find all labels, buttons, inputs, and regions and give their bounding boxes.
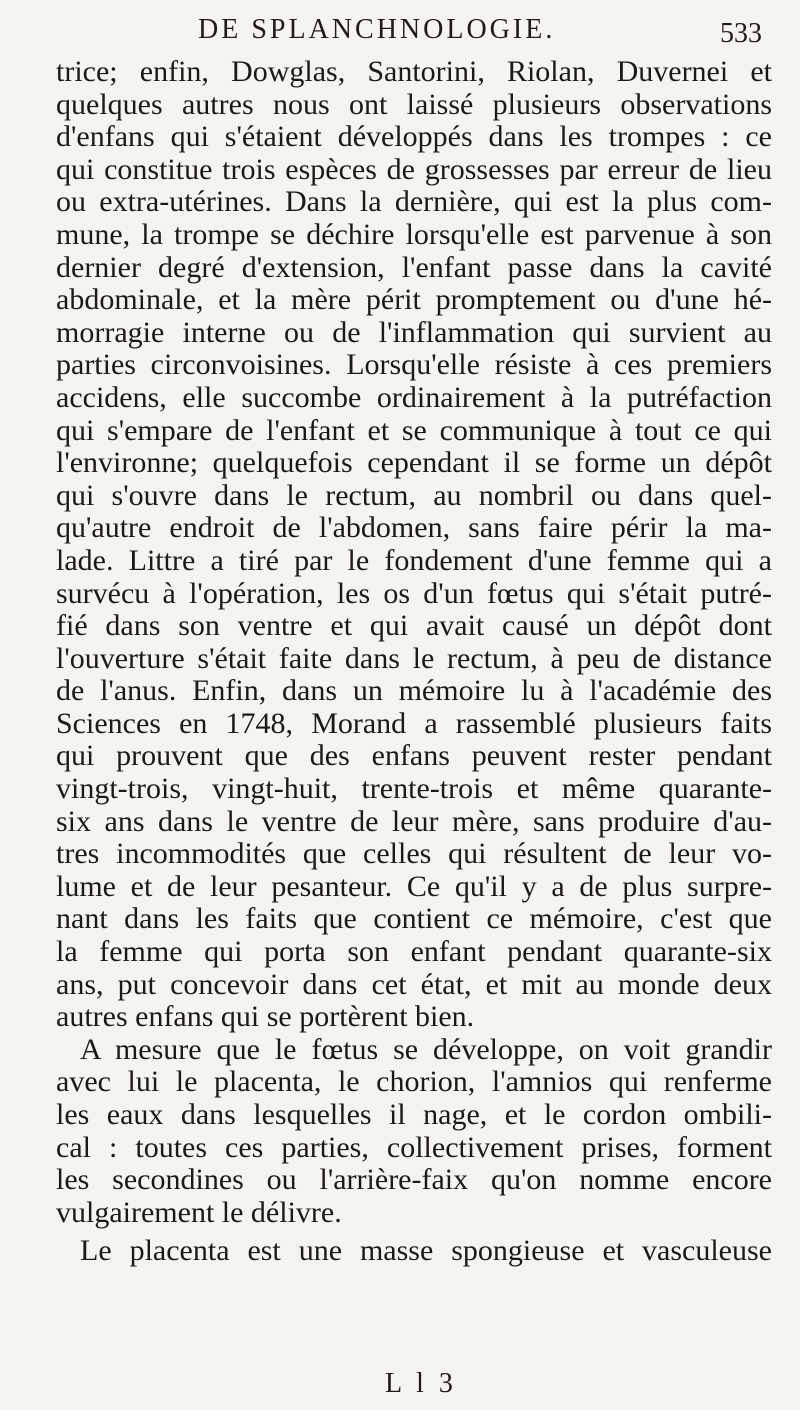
text-line: les secondines ou l'arrière-faix qu'on nomme encore: [56, 1164, 772, 1197]
text-line: d'enfans qui s'étaient développés dans les trompes : ce: [56, 121, 772, 154]
text-line: la femme qui porta son enfant pendant quarante-six: [56, 936, 772, 969]
body-text: [56, 56, 772, 1268]
text-line: qu'autre endroit de l'abdomen, sans faire périr la ma-: [56, 512, 772, 545]
text-line: accidens, elle succombe ordinairement à la putréfaction: [56, 381, 772, 414]
signature-mark: L l 3: [385, 1368, 457, 1399]
running-head: DE SPLANCHNOLOGIE.: [198, 14, 556, 45]
text-line: lade. Littre a tiré par le fondement d'une femme qui a: [56, 544, 772, 577]
text-line: tres incommodités que celles qui résultent de leur vo-: [56, 838, 772, 871]
paragraph: [56, 1034, 772, 1230]
text-line: les eaux dans lesquelles il nage, et le cordon ombili-: [56, 1099, 772, 1131]
text-line: abdominale, et la mère périt promptement ou d'une hé-: [56, 284, 772, 317]
text-line: l'ouverture s'était faite dans le rectum, à peu de distance: [56, 642, 772, 675]
paragraph: [56, 56, 772, 1034]
text-line: qui s'ouvre dans le rectum, au nombril ou dans quel-: [56, 479, 772, 512]
text-line: vulgairement le délivre.: [56, 1196, 342, 1229]
text-line: cal : toutes ces parties, collectivement prises, forment: [56, 1131, 772, 1164]
text-line: qui constitue trois espèces de grossesses par erreur de lieu: [56, 153, 772, 186]
text-line: trice; enfin, Dowglas, Santorini, Riolan, Duvernei et: [56, 56, 772, 88]
text-line: avec lui le placenta, le chorion, l'amnios qui renferme: [56, 1066, 772, 1099]
page-number: 533: [720, 18, 762, 49]
text-line: dernier degré d'extension, l'enfant passe dans la cavité: [56, 251, 772, 284]
text-line: Le placenta est une masse spongieuse et vasculeuse: [80, 1235, 772, 1268]
text-line: survécu à l'opération, les os d'un fœtus qui s'était putré-: [56, 577, 772, 610]
text-line: A mesure que le fœtus se développe, on voit grandir: [80, 1033, 772, 1066]
text-line: lume et de leur pesanteur. Ce qu'il y a de plus surpre-: [56, 870, 772, 903]
text-line: l'environne; quelquefois cependant il se forme un dépôt: [56, 447, 772, 480]
text-line: autres enfans qui se portèrent bien.: [56, 1001, 475, 1034]
paragraph: [56, 1235, 772, 1268]
text-line: six ans dans le ventre de leur mère, sans produire d'au-: [56, 805, 772, 838]
text-line: mune, la trompe se déchire lorsqu'elle est parvenue à son: [56, 218, 772, 251]
text-line: nant dans les faits que contient ce mémoire, c'est que: [56, 903, 772, 936]
text-line: parties circonvoisines. Lorsqu'elle résiste à ces premiers: [56, 349, 772, 382]
text-line: Sciences en 1748, Morand a rassemblé plusieurs faits: [56, 707, 772, 740]
text-line: vingt-trois, vingt-huit, trente-trois et même quarante-: [56, 773, 772, 806]
text-line: morragie interne ou de l'inflammation qui survient au: [56, 316, 772, 349]
text-line: fié dans son ventre et qui avait causé un dépôt dont: [56, 610, 772, 643]
text-line: qui s'empare de l'enfant et se communique à tout ce qui: [56, 414, 772, 447]
text-line: ou extra-utérines. Dans la dernière, qui est la plus com-: [56, 186, 772, 219]
text-line: qui prouvent que des enfans peuvent rester pendant: [56, 740, 772, 773]
text-line: quelques autres nous ont laissé plusieurs observations: [56, 88, 772, 121]
text-line: de l'anus. Enfin, dans un mémoire lu à l'académie des: [56, 675, 772, 708]
text-line: ans, put concevoir dans cet état, et mit au monde deux: [56, 968, 772, 1001]
